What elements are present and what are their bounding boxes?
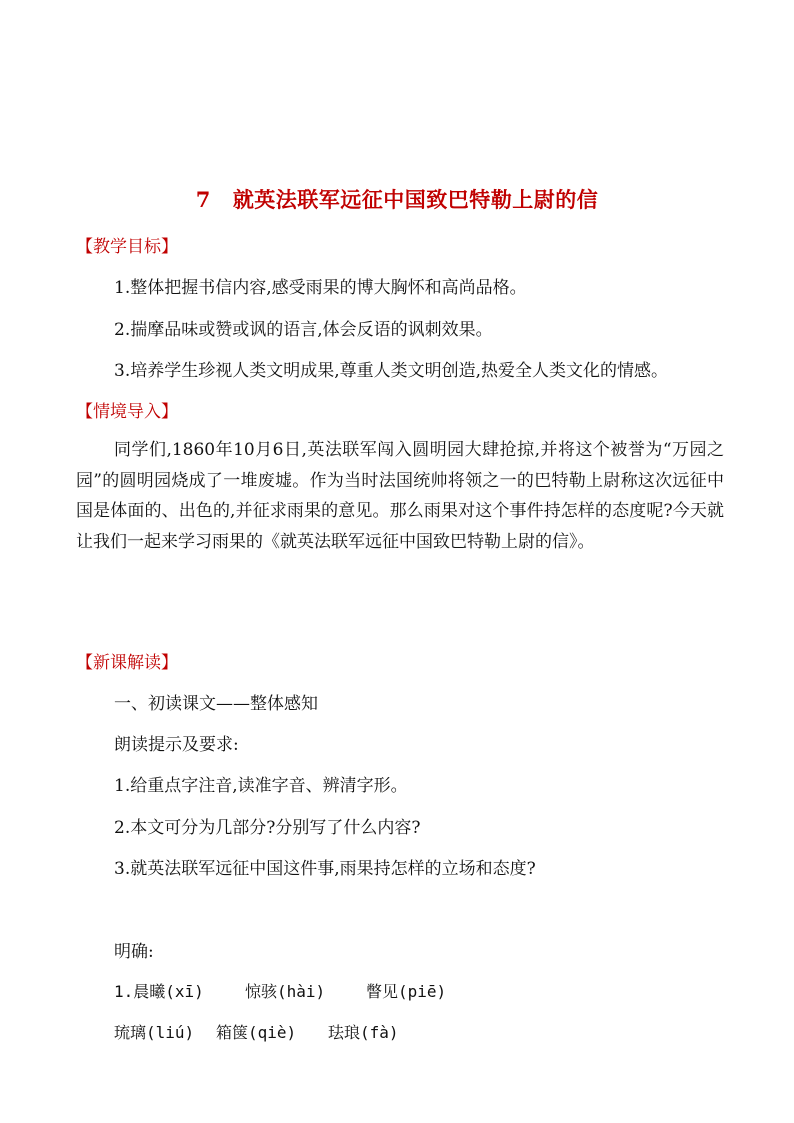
section-objectives-heading: 【教学目标】 [76,237,178,257]
section-reading-heading: 【新课解读】 [76,653,178,673]
reading-tip-item: 2.本文可分为几部分?分别写了什么内容? [114,818,421,838]
clarify-label: 明确: [114,942,154,962]
objective-item: 2.揣摩品味或赞或讽的语言,体会反语的讽刺效果。 [114,320,493,340]
pinyin-entry: 惊骇(hài) [245,982,326,1001]
pinyin-entry: 琉璃(liú) [114,1023,195,1042]
pinyin-entry: 珐琅(fà) [328,1023,399,1042]
objective-item: 3.培养学生珍视人类文明成果,尊重人类文明创造,热爱全人类文化的情感。 [114,361,669,381]
pinyin-entry: 箱箧(qiè) [216,1023,297,1042]
reading-tip-item: 1.给重点字注音,读准字音、辨清字形。 [114,776,408,796]
reading-tip-item: 3.就英法联军远征中国这件事,雨果持怎样的立场和态度? [114,859,536,879]
lesson-number: 7 [195,187,211,212]
intro-paragraph: 同学们,1860年10月6日,英法联军闯入圆明园大肆抢掠,并将这个被誉为“万园之园”的圆明园烧成了一堆废墟。作为当时法国统帅将领之一的巴特勒上尉称这次远征中国是体面的、出色的,并征求雨果的意见。那么雨果对这个事件持怎样的态度呢?今天就让我们一起来学习雨果的《就英法联军远征中国致巴特勒上尉的信》。 [76,440,724,552]
lesson-title [0,184,794,214]
reading-tips-label: 朗读提示及要求: [114,735,239,755]
lesson-title-text: 就英法联军远征中国致巴特勒上尉的信 [232,187,599,212]
objective-item: 1.整体把握书信内容,感受雨果的博大胸怀和高尚品格。 [114,278,527,298]
pinyin-entry: 1.晨曦(xī) [114,982,204,1001]
part-one-heading: 一、初读课文——整体感知 [114,694,318,714]
pinyin-entry: 瞥见(piē) [366,982,447,1001]
section-intro-heading: 【情境导入】 [76,402,178,422]
